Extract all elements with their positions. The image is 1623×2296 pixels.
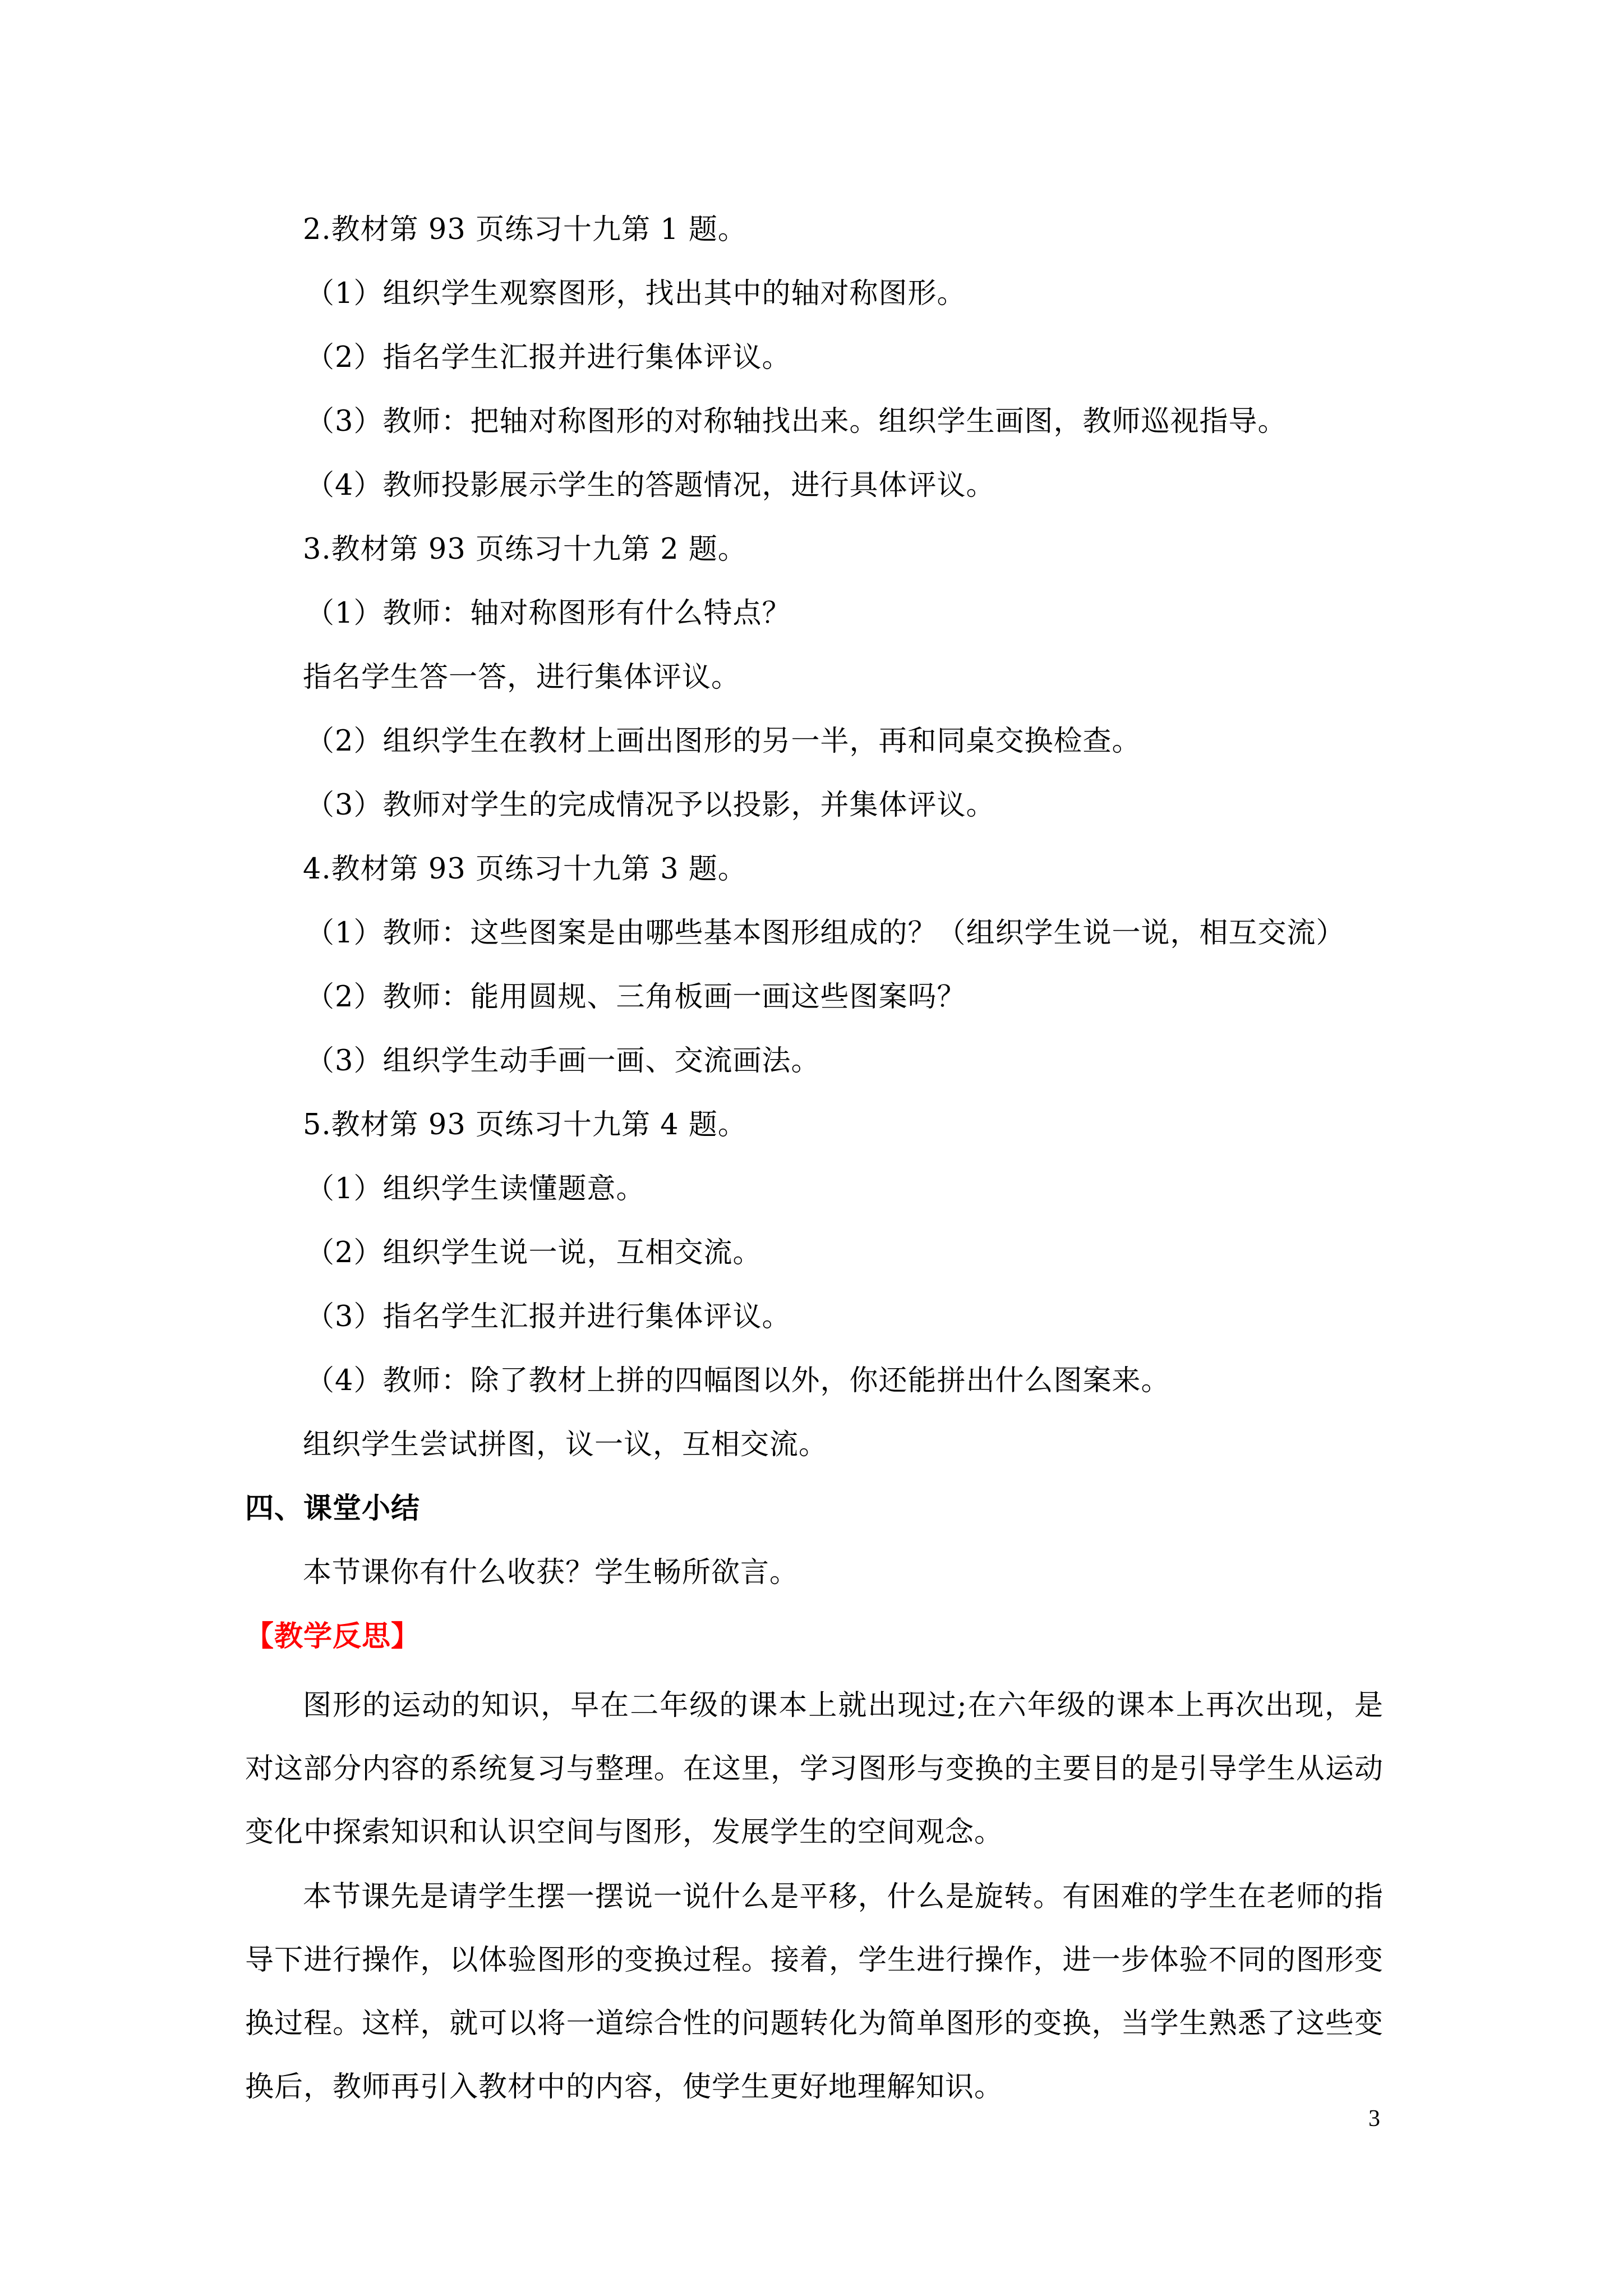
exercise-2-step-1: （1）组织学生观察图形，找出其中的轴对称图形。 <box>306 277 966 310</box>
exercise-4-title: 4.教材第 93 页练习十九第 3 题。 <box>303 853 747 886</box>
exercise-5-step-3: （3）指名学生汇报并进行集体评议。 <box>306 1300 791 1333</box>
exercise-3-step-3: （3）教师对学生的完成情况予以投影，并集体评议。 <box>306 789 995 822</box>
exercise-4-step-1: （1）教师：这些图案是由哪些基本图形组成的？（组织学生说一说，相互交流） <box>306 917 1345 950</box>
exercise-4-step-2: （2）教师：能用圆规、三角板画一画这些图案吗？ <box>306 981 966 1014</box>
reflection-paragraph-2: 本节课先是请学生摆一摆说一说什么是平移，什么是旋转。有困难的学生在老师的指导下进行操作，以体验图形的变换过程。接着，学生进行操作，进一步体验不同的图形变换过程。这样，就可以将一道综合性的问题转化为简单图形的变换，当学生熟悉了这些变换后，教师再引入教材中的内容，使学生更好地理解知识。 <box>245 1880 1384 2104</box>
exercise-5-step-1: （1）组织学生读懂题意。 <box>306 1172 645 1205</box>
page-number: 3 <box>1368 2106 1380 2132</box>
exercise-3-step-2: （2）组织学生在教材上画出图形的另一半，再和同桌交换检查。 <box>306 725 1141 758</box>
section-heading: 四、课堂小结 <box>245 1492 421 1525</box>
exercise-2-step-3: （3）教师：把轴对称图形的对称轴找出来。组织学生画图，教师巡视指导。 <box>306 405 1287 438</box>
exercise-5-step-2: （2）组织学生说一说，互相交流。 <box>306 1236 762 1269</box>
exercise-5-step-4: （4）教师：除了教材上拼的四幅图以外，你还能拼出什么图案来。 <box>306 1364 1170 1397</box>
exercise-5-title: 5.教材第 93 页练习十九第 4 题。 <box>303 1108 747 1142</box>
exercise-4-step-3: （3）组织学生动手画一画、交流画法。 <box>306 1045 820 1078</box>
reflection-paragraph-1: 图形的运动的知识，早在二年级的课本上就出现过;在六年级的课本上再次出现，是对这部分内容的系统复习与整理。在这里，学习图形与变换的主要目的是引导学生从运动变化中探索知识和认识空间与图形，发展学生的空间观念。 <box>245 1689 1384 1849</box>
exercise-3-note: 指名学生答一答，进行集体评议。 <box>303 661 741 694</box>
exercise-5-note: 组织学生尝试拼图，议一议，互相交流。 <box>303 1428 828 1461</box>
summary-text: 本节课你有什么收获？学生畅所欲言。 <box>303 1556 799 1589</box>
exercise-3-title: 3.教材第 93 页练习十九第 2 题。 <box>303 533 747 566</box>
exercise-2-step-4: （4）教师投影展示学生的答题情况，进行具体评议。 <box>306 469 995 502</box>
exercise-2-step-2: （2）指名学生汇报并进行集体评议。 <box>306 341 791 374</box>
exercise-2-title: 2.教材第 93 页练习十九第 1 题。 <box>303 213 747 246</box>
reflection-heading: 【教学反思】 <box>245 1620 421 1653</box>
exercise-3-step-1: （1）教师：轴对称图形有什么特点？ <box>306 597 791 630</box>
